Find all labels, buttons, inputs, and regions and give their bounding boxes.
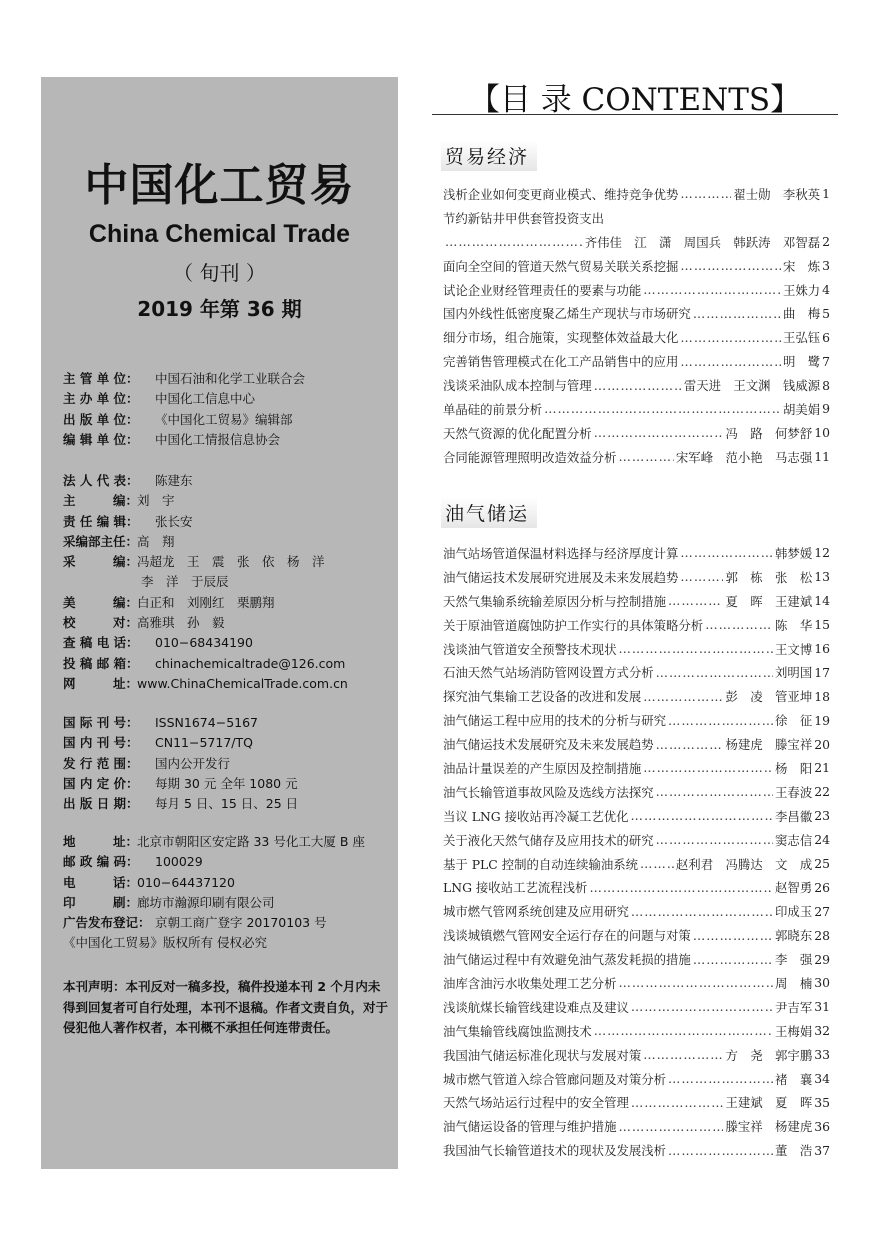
toc-entry[interactable] xyxy=(443,852,830,876)
info-value: 北京市朝阳区安定路 33 号化工大厦 B 座 xyxy=(137,834,365,849)
toc-entry-title: 浅析企业如何变更商业模式、维持竞争优势 xyxy=(443,186,679,202)
toc-entry-title: 浅谈油气管道安全预警技术现状 xyxy=(443,641,617,657)
toc-entry-title: 油气长输管道事故风险及选线方法探究 xyxy=(443,784,654,800)
toc-entry[interactable] xyxy=(443,684,830,708)
leader-dots xyxy=(594,425,724,440)
info-value: 每期 30 元 全年 1080 元 xyxy=(155,775,298,791)
toc-entry-title: 国内外线性低密度聚乙烯生产现状与市场研究 xyxy=(443,306,691,322)
toc-entry[interactable] xyxy=(443,660,830,684)
leader-dots xyxy=(680,354,781,369)
toc-entry[interactable] xyxy=(443,1138,830,1162)
info-value: www.ChinaChemicalTrade.com.cn xyxy=(137,675,348,691)
toc-list-oil-gas xyxy=(443,541,830,1162)
toc-entry-authors: 雷天进 王文渊 钱威源 xyxy=(683,378,821,394)
toc-entry-authors: 夏 晖 王建斌 xyxy=(725,593,813,609)
info-row xyxy=(63,512,393,532)
info-row xyxy=(63,572,393,592)
info-value: 国内公开发行 xyxy=(155,755,231,771)
toc-entry-title: 油气储运工程中应用的技术的分析与研究 xyxy=(443,713,667,729)
leader-dots xyxy=(643,689,723,704)
info-label: 出 版 日 期： xyxy=(63,796,139,812)
toc-entry[interactable] xyxy=(443,325,830,349)
toc-entry-page: 11 xyxy=(814,449,830,465)
toc-entry-page: 14 xyxy=(814,593,830,609)
leader-dots xyxy=(693,306,781,321)
toc-entry-page: 23 xyxy=(814,808,830,824)
toc-entry-page: 31 xyxy=(814,999,830,1015)
leader-dots xyxy=(618,975,773,990)
toc-entry[interactable] xyxy=(443,780,830,804)
toc-entry[interactable] xyxy=(443,923,830,947)
toc-entry-title: 浅谈城镇燃气管网安全运行存在的问题与对策 xyxy=(443,928,691,944)
toc-entry-title: 油气储运过程中有效避免油气蒸发耗损的措施 xyxy=(443,952,691,968)
toc-entry-authors: 翟士勋 李秋英 xyxy=(733,186,821,202)
info-row xyxy=(63,654,393,674)
toc-entry-authors: 印成玉 xyxy=(775,904,813,920)
info-value: 010−68434190 xyxy=(155,635,253,651)
toc-entry-page: 7 xyxy=(822,353,830,369)
toc-entry[interactable] xyxy=(443,445,830,469)
info-row xyxy=(63,430,393,450)
toc-entry-title: 油库含油污水收集处理工艺分析 xyxy=(443,975,617,991)
toc-entry[interactable] xyxy=(443,421,830,445)
info-row xyxy=(63,410,393,430)
info-row xyxy=(63,613,393,633)
toc-entry[interactable] xyxy=(443,947,830,971)
leader-dots xyxy=(656,832,773,847)
toc-entry-page: 30 xyxy=(814,975,830,991)
leader-dots xyxy=(680,569,723,584)
toc-entry-authors: 胡美娟 xyxy=(782,401,821,417)
toc-entry-page: 36 xyxy=(814,1118,830,1134)
toc-entry-authors: 董 浩 xyxy=(775,1143,813,1159)
copyright-statement: 本刊声明：本刊反对一稿多投，稿件投递本刊 2 个月内未得到回复者可自行处理，本刊不退稿。作者文责自负，对于侵犯他人著作权者，本刊概不承担任何连带责任。 xyxy=(63,979,389,1035)
toc-entry-page: 6 xyxy=(822,329,830,345)
toc-entry[interactable] xyxy=(443,1019,830,1043)
toc-entry[interactable] xyxy=(443,182,830,206)
info-row xyxy=(63,471,393,491)
toc-entry-title: 完善销售管理模式在化工产品销售中的应用 xyxy=(443,354,679,370)
info-label: 法 人 代 表： xyxy=(63,473,139,488)
toc-entry-authors: 彭 凌 管亚坤 xyxy=(725,689,813,705)
toc-entry-title: 单晶硅的前景分析 xyxy=(443,401,543,417)
toc-entry[interactable] xyxy=(443,756,830,780)
leader-dots xyxy=(544,401,781,416)
leader-dots xyxy=(594,378,682,393)
toc-entry-title: 油气站场管道保温材料选择与经济厚度计算 xyxy=(443,545,679,561)
toc-entry-page: 33 xyxy=(814,1047,830,1063)
leader-dots xyxy=(668,1071,773,1086)
toc-entry-title: 城市燃气管网系统创建及应用研究 xyxy=(443,904,629,920)
info-label: 地 址： xyxy=(63,834,139,849)
info-row xyxy=(63,754,393,774)
toc-entry-title: 油气储运技术发展研究进展及未来发展趋势 xyxy=(443,569,679,585)
info-row xyxy=(63,893,393,913)
editorial-staff xyxy=(63,471,393,694)
leader-dots xyxy=(643,1047,723,1062)
info-value: 《中国化工贸易》编辑部 xyxy=(155,411,293,427)
info-value: 中国化工情报信息协会 xyxy=(155,431,281,447)
toc-list-trade xyxy=(443,182,830,469)
info-value: 100029 xyxy=(155,854,203,870)
info-row xyxy=(63,593,393,613)
leader-dots xyxy=(680,186,731,201)
toc-entry-page: 22 xyxy=(814,784,830,800)
toc-entry-title: 细分市场，组合施策，实现整体效益最大化 xyxy=(443,330,679,346)
info-value: 每月 5 日、15 日、25 日 xyxy=(155,796,299,812)
toc-entry-page: 10 xyxy=(814,425,830,441)
toc-entry-page: 18 xyxy=(814,688,830,704)
toc-entry-authors: 齐伟佳 江 潇 周国兵 韩跃涛 邓智磊 xyxy=(584,234,821,250)
toc-entry-page: 5 xyxy=(822,305,830,321)
toc-entry-authors: 曲 梅 xyxy=(782,306,821,322)
info-value: 高雅琪 孙 毅 xyxy=(137,615,225,631)
info-value: 《中国化工贸易》版权所有 侵权必究 xyxy=(63,935,267,951)
leader-dots xyxy=(631,999,773,1014)
toc-entry-page: 25 xyxy=(814,856,830,872)
toc-entry-page: 24 xyxy=(814,832,830,848)
info-label: 校 对： xyxy=(63,615,139,631)
info-label: 发 行 范 围： xyxy=(63,755,139,771)
toc-entry-authors: 杨建虎 滕宝祥 xyxy=(725,737,813,753)
contact-info xyxy=(63,832,393,954)
toc-entry-page: 9 xyxy=(822,401,830,417)
toc-entry-authors: 冯 路 何梦舒 xyxy=(725,425,813,441)
toc-entry-page: 4 xyxy=(822,282,830,297)
toc-entry[interactable] xyxy=(443,899,830,923)
info-row xyxy=(63,794,393,814)
info-value: 高 翔 xyxy=(137,533,175,549)
toc-entry-title: 油气储运设备的管理与维护措施 xyxy=(443,1119,617,1135)
info-label: 电 话： xyxy=(63,874,139,890)
toc-entry-title: 油品计量误差的产生原因及控制措施 xyxy=(443,760,642,776)
toc-entry-title: 基于 PLC 控制的自动连续输油系统 xyxy=(443,856,639,872)
toc-entry-page: 21 xyxy=(814,760,830,776)
toc-entry[interactable] xyxy=(443,637,830,661)
toc-entry-title: 油气集输管线腐蚀监测技术 xyxy=(443,1023,592,1039)
toc-entry-title: 油气储运技术发展研究及未来发展趋势 xyxy=(443,737,654,753)
info-value: 京朝工商广登字 20170103 号 xyxy=(155,915,327,931)
toc-entry-page: 37 xyxy=(814,1142,830,1158)
info-value: 中国化工信息中心 xyxy=(155,391,256,407)
toc-entry-title: 石油天然气站场消防管网设置方式分析 xyxy=(443,665,654,681)
toc-entry-authors: 韩梦媛 xyxy=(775,545,813,561)
info-label: 采编部主任： xyxy=(63,533,139,549)
toc-entry-page: 19 xyxy=(814,712,830,728)
toc-entry-page: 1 xyxy=(822,186,830,202)
toc-entry[interactable] xyxy=(443,541,830,565)
leader-dots xyxy=(640,856,674,871)
toc-entry-authors: 郭 栋 张 松 xyxy=(725,569,813,585)
info-label: 主 编： xyxy=(63,493,139,509)
toc-entry-authors: 王姝力 xyxy=(782,282,821,298)
toc-title: 【目 录 CONTENTS】 xyxy=(468,82,802,118)
toc-entry[interactable] xyxy=(443,1043,830,1067)
toc-entry[interactable] xyxy=(443,708,830,732)
toc-entry[interactable] xyxy=(443,1067,830,1091)
toc-entry-authors: 陈 华 xyxy=(775,617,813,633)
toc-entry[interactable] xyxy=(443,613,830,637)
toc-entry-title: 面向全空间的管道天然气贸易关联关系挖掘 xyxy=(443,258,679,274)
toc-entry-authors: 宋 炼 xyxy=(782,258,821,274)
toc-entry-page: 17 xyxy=(814,664,830,680)
toc-entry[interactable] xyxy=(443,875,830,899)
toc-entry[interactable] xyxy=(443,732,830,756)
toc-entry-title: 节约新钻井甲供套管投资支出 xyxy=(443,210,605,226)
section-title-oil-gas: 油气储运 xyxy=(441,497,537,528)
leader-dots xyxy=(631,808,774,823)
leader-dots xyxy=(445,234,583,249)
info-label: 责 任 编 辑： xyxy=(63,513,139,529)
toc-entry-title: 城市燃气管道入综合管廊问题及对策分析 xyxy=(443,1071,667,1087)
info-value: 陈建东 xyxy=(155,473,193,488)
toc-entry-title: 天然气场站运行过程中的安全管理 xyxy=(443,1095,629,1111)
info-row xyxy=(63,389,393,409)
info-label: 国 际 刊 号： xyxy=(63,715,139,730)
toc-entry[interactable] xyxy=(443,971,830,995)
toc-entry[interactable] xyxy=(443,349,830,373)
leader-dots xyxy=(680,545,773,560)
leader-dots xyxy=(705,617,773,632)
toc-entry-authors: 杨 阳 xyxy=(775,760,813,776)
leader-dots xyxy=(656,737,724,752)
info-row xyxy=(63,873,393,893)
leader-dots xyxy=(643,760,773,775)
toc-entry[interactable] xyxy=(443,1114,830,1138)
info-row xyxy=(63,532,393,552)
toc-entry[interactable] xyxy=(443,206,830,230)
toc-entry-authors: 尹吉军 xyxy=(775,999,813,1015)
leader-dots xyxy=(618,449,673,464)
info-label: 查 稿 电 话： xyxy=(63,635,139,651)
info-label: 投 稿 邮 箱： xyxy=(63,655,139,671)
toc-entry-title: 我国油气储运标准化现状与发展对策 xyxy=(443,1047,642,1063)
toc-entry-title: 合同能源管理照明改造效益分析 xyxy=(443,449,617,465)
leader-dots xyxy=(680,330,781,345)
info-row xyxy=(63,852,393,872)
toc-entry-authors: 王梅娟 xyxy=(775,1023,813,1039)
info-row xyxy=(63,913,393,933)
section-title-trade: 贸易经济 xyxy=(441,140,537,171)
info-row xyxy=(63,733,393,753)
info-row xyxy=(63,774,393,794)
toc-entry-page: 29 xyxy=(814,951,830,967)
leader-dots xyxy=(618,641,773,656)
info-label: 编 辑 单 位： xyxy=(63,431,139,447)
registration-info xyxy=(63,713,393,814)
leader-dots xyxy=(594,1023,773,1038)
toc-entry-page: 2 xyxy=(822,234,830,250)
toc-entry[interactable] xyxy=(443,373,830,397)
info-value: chinachemicaltrade@126.com xyxy=(155,655,346,671)
toc-entry-authors: 周 楠 xyxy=(775,975,813,991)
toc-entry[interactable] xyxy=(443,301,830,325)
toc-entry[interactable] xyxy=(443,278,830,302)
info-label: 广告发布登记： xyxy=(63,915,151,931)
toc-entry-title: 试论企业财经管理责任的要素与功能 xyxy=(443,282,642,298)
info-label: 国 内 刊 号： xyxy=(63,735,139,751)
info-label: 邮 政 编 码： xyxy=(63,854,139,870)
toc-header xyxy=(432,66,838,118)
toc-entry-authors: 刘明国 xyxy=(775,665,813,681)
toc-entry-authors: 方 尧 郭宇鹏 xyxy=(725,1047,813,1063)
toc-entry-authors: 王弘钰 xyxy=(782,330,821,346)
info-value: 白正和 刘刚红 栗鹏翔 xyxy=(137,594,275,610)
info-label: 美 编： xyxy=(63,594,139,610)
info-row xyxy=(63,552,393,572)
info-value: 中国石油和化学工业联合会 xyxy=(155,371,306,386)
info-label: 印 刷： xyxy=(63,894,139,910)
toc-entry-page: 27 xyxy=(814,903,830,919)
info-value: 张长安 xyxy=(155,513,193,529)
toc-entry-title: 探究油气集输工艺设备的改进和发展 xyxy=(443,689,642,705)
info-value: 李 洋 于辰辰 xyxy=(141,574,229,590)
toc-entry-page: 15 xyxy=(814,617,830,633)
toc-entry[interactable] xyxy=(443,1090,830,1114)
toc-entry-authors: 徐 征 xyxy=(775,713,813,729)
leader-dots xyxy=(656,784,773,799)
leader-dots xyxy=(693,928,773,943)
info-value: ISSN1674−5167 xyxy=(155,715,259,730)
toc-entry-authors: 郭晓东 xyxy=(775,928,813,944)
toc-entry[interactable] xyxy=(443,828,830,852)
info-value: 廊坊市瀚源印刷有限公司 xyxy=(137,894,275,910)
toc-entry-authors: 滕宝祥 杨建虎 xyxy=(725,1119,813,1135)
info-label: 主 管 单 位： xyxy=(63,371,139,386)
toc-entry-authors: 王文博 xyxy=(775,641,813,657)
leader-dots xyxy=(643,282,781,297)
toc-entry-authors: 明 鹭 xyxy=(782,354,821,370)
publisher-info xyxy=(63,369,393,450)
toc-entry[interactable] xyxy=(443,995,830,1019)
toc-entry-page: 12 xyxy=(814,545,830,561)
toc-entry-title: 关于原油管道腐蚀防护工作实行的具体策略分析 xyxy=(443,617,704,633)
leader-dots xyxy=(656,665,773,680)
toc-entry-title: 我国油气长输管道技术的现状及发展浅析 xyxy=(443,1143,667,1159)
toc-entry-authors: 赵智勇 xyxy=(775,880,813,896)
toc-entry-title: 天然气资源的优化配置分析 xyxy=(443,425,592,441)
info-label: 采 编： xyxy=(63,554,139,570)
toc-entry-title: 关于液化天然气储存及应用技术的研究 xyxy=(443,832,654,848)
info-row xyxy=(63,674,393,694)
leader-dots xyxy=(618,1119,723,1134)
toc-entry[interactable] xyxy=(443,804,830,828)
toc-entry-authors: 李昌徽 xyxy=(775,808,813,824)
issue-number: 2019 年第 36 期 xyxy=(137,297,302,321)
toc-entry[interactable] xyxy=(443,230,830,254)
info-label: 出 版 单 位： xyxy=(63,411,139,427)
toc-entry-authors: 王春波 xyxy=(775,784,813,800)
toc-entry-authors: 王建斌 夏 晖 xyxy=(725,1095,813,1111)
toc-entry-authors: 李 强 xyxy=(775,952,813,968)
toc-entry-title: LNG 接收站工艺流程浅析 xyxy=(443,880,588,896)
magazine-title-en: China Chemical Trade xyxy=(88,220,351,248)
toc-entry-authors: 赵利君 冯腾达 文 成 xyxy=(675,856,813,872)
toc-entry-authors: 褚 襄 xyxy=(775,1071,813,1087)
toc-entry-page: 16 xyxy=(814,641,830,656)
toc-entry-page: 13 xyxy=(814,569,830,585)
magazine-title-cn: 中国化工贸易 xyxy=(84,160,355,211)
toc-entry[interactable] xyxy=(443,254,830,278)
toc-entry-page: 28 xyxy=(814,927,830,943)
info-value: 冯超龙 王 震 张 依 杨 洋 xyxy=(137,554,325,570)
leader-dots xyxy=(680,258,781,273)
toc-entry-page: 20 xyxy=(814,736,830,752)
toc-entry[interactable] xyxy=(443,589,830,613)
toc-entry-page: 8 xyxy=(822,377,830,393)
toc-entry-title: 浅谈航煤长输管线建设难点及建议 xyxy=(443,999,629,1015)
leader-dots xyxy=(631,904,773,919)
info-row xyxy=(63,633,393,653)
info-value: 010−64437120 xyxy=(137,874,235,890)
info-value: 刘 宇 xyxy=(137,493,175,509)
leader-dots xyxy=(589,880,773,895)
leader-dots xyxy=(668,1143,773,1158)
toc-entry-title: 当议 LNG 接收站再冷凝工艺优化 xyxy=(443,808,629,824)
leader-dots xyxy=(668,713,773,728)
info-row xyxy=(63,713,393,733)
leader-dots xyxy=(693,952,773,967)
toc-entry-page: 34 xyxy=(814,1071,830,1087)
toc-entry[interactable] xyxy=(443,397,830,421)
info-row xyxy=(63,933,393,953)
leader-dots xyxy=(668,593,723,608)
toc-entry-page: 32 xyxy=(814,1023,830,1039)
toc-entry-authors: 宋军峰 范小艳 马志强 xyxy=(675,449,813,465)
toc-entry[interactable] xyxy=(443,565,830,589)
toc-entry-title: 天然气集输系统输差原因分析与控制措施 xyxy=(443,593,667,609)
info-label: 主 办 单 位： xyxy=(63,391,139,407)
toc-entry-authors: 窦志信 xyxy=(775,832,813,848)
toc-entry-title: 浅谈采油队成本控制与管理 xyxy=(443,378,592,394)
frequency: （ 旬刊 ） xyxy=(173,261,266,285)
leader-dots xyxy=(631,1095,724,1110)
toc-entry-page: 35 xyxy=(814,1094,830,1110)
masthead-panel xyxy=(41,77,398,1169)
info-value: CN11−5717/TQ xyxy=(155,735,253,751)
toc-entry-page: 3 xyxy=(822,258,830,274)
info-label: 国 内 定 价： xyxy=(63,775,139,791)
info-row xyxy=(63,369,393,389)
info-row xyxy=(63,491,393,511)
toc-entry-page: 26 xyxy=(814,879,830,895)
info-label: 网 址： xyxy=(63,675,139,691)
info-row xyxy=(63,832,393,852)
